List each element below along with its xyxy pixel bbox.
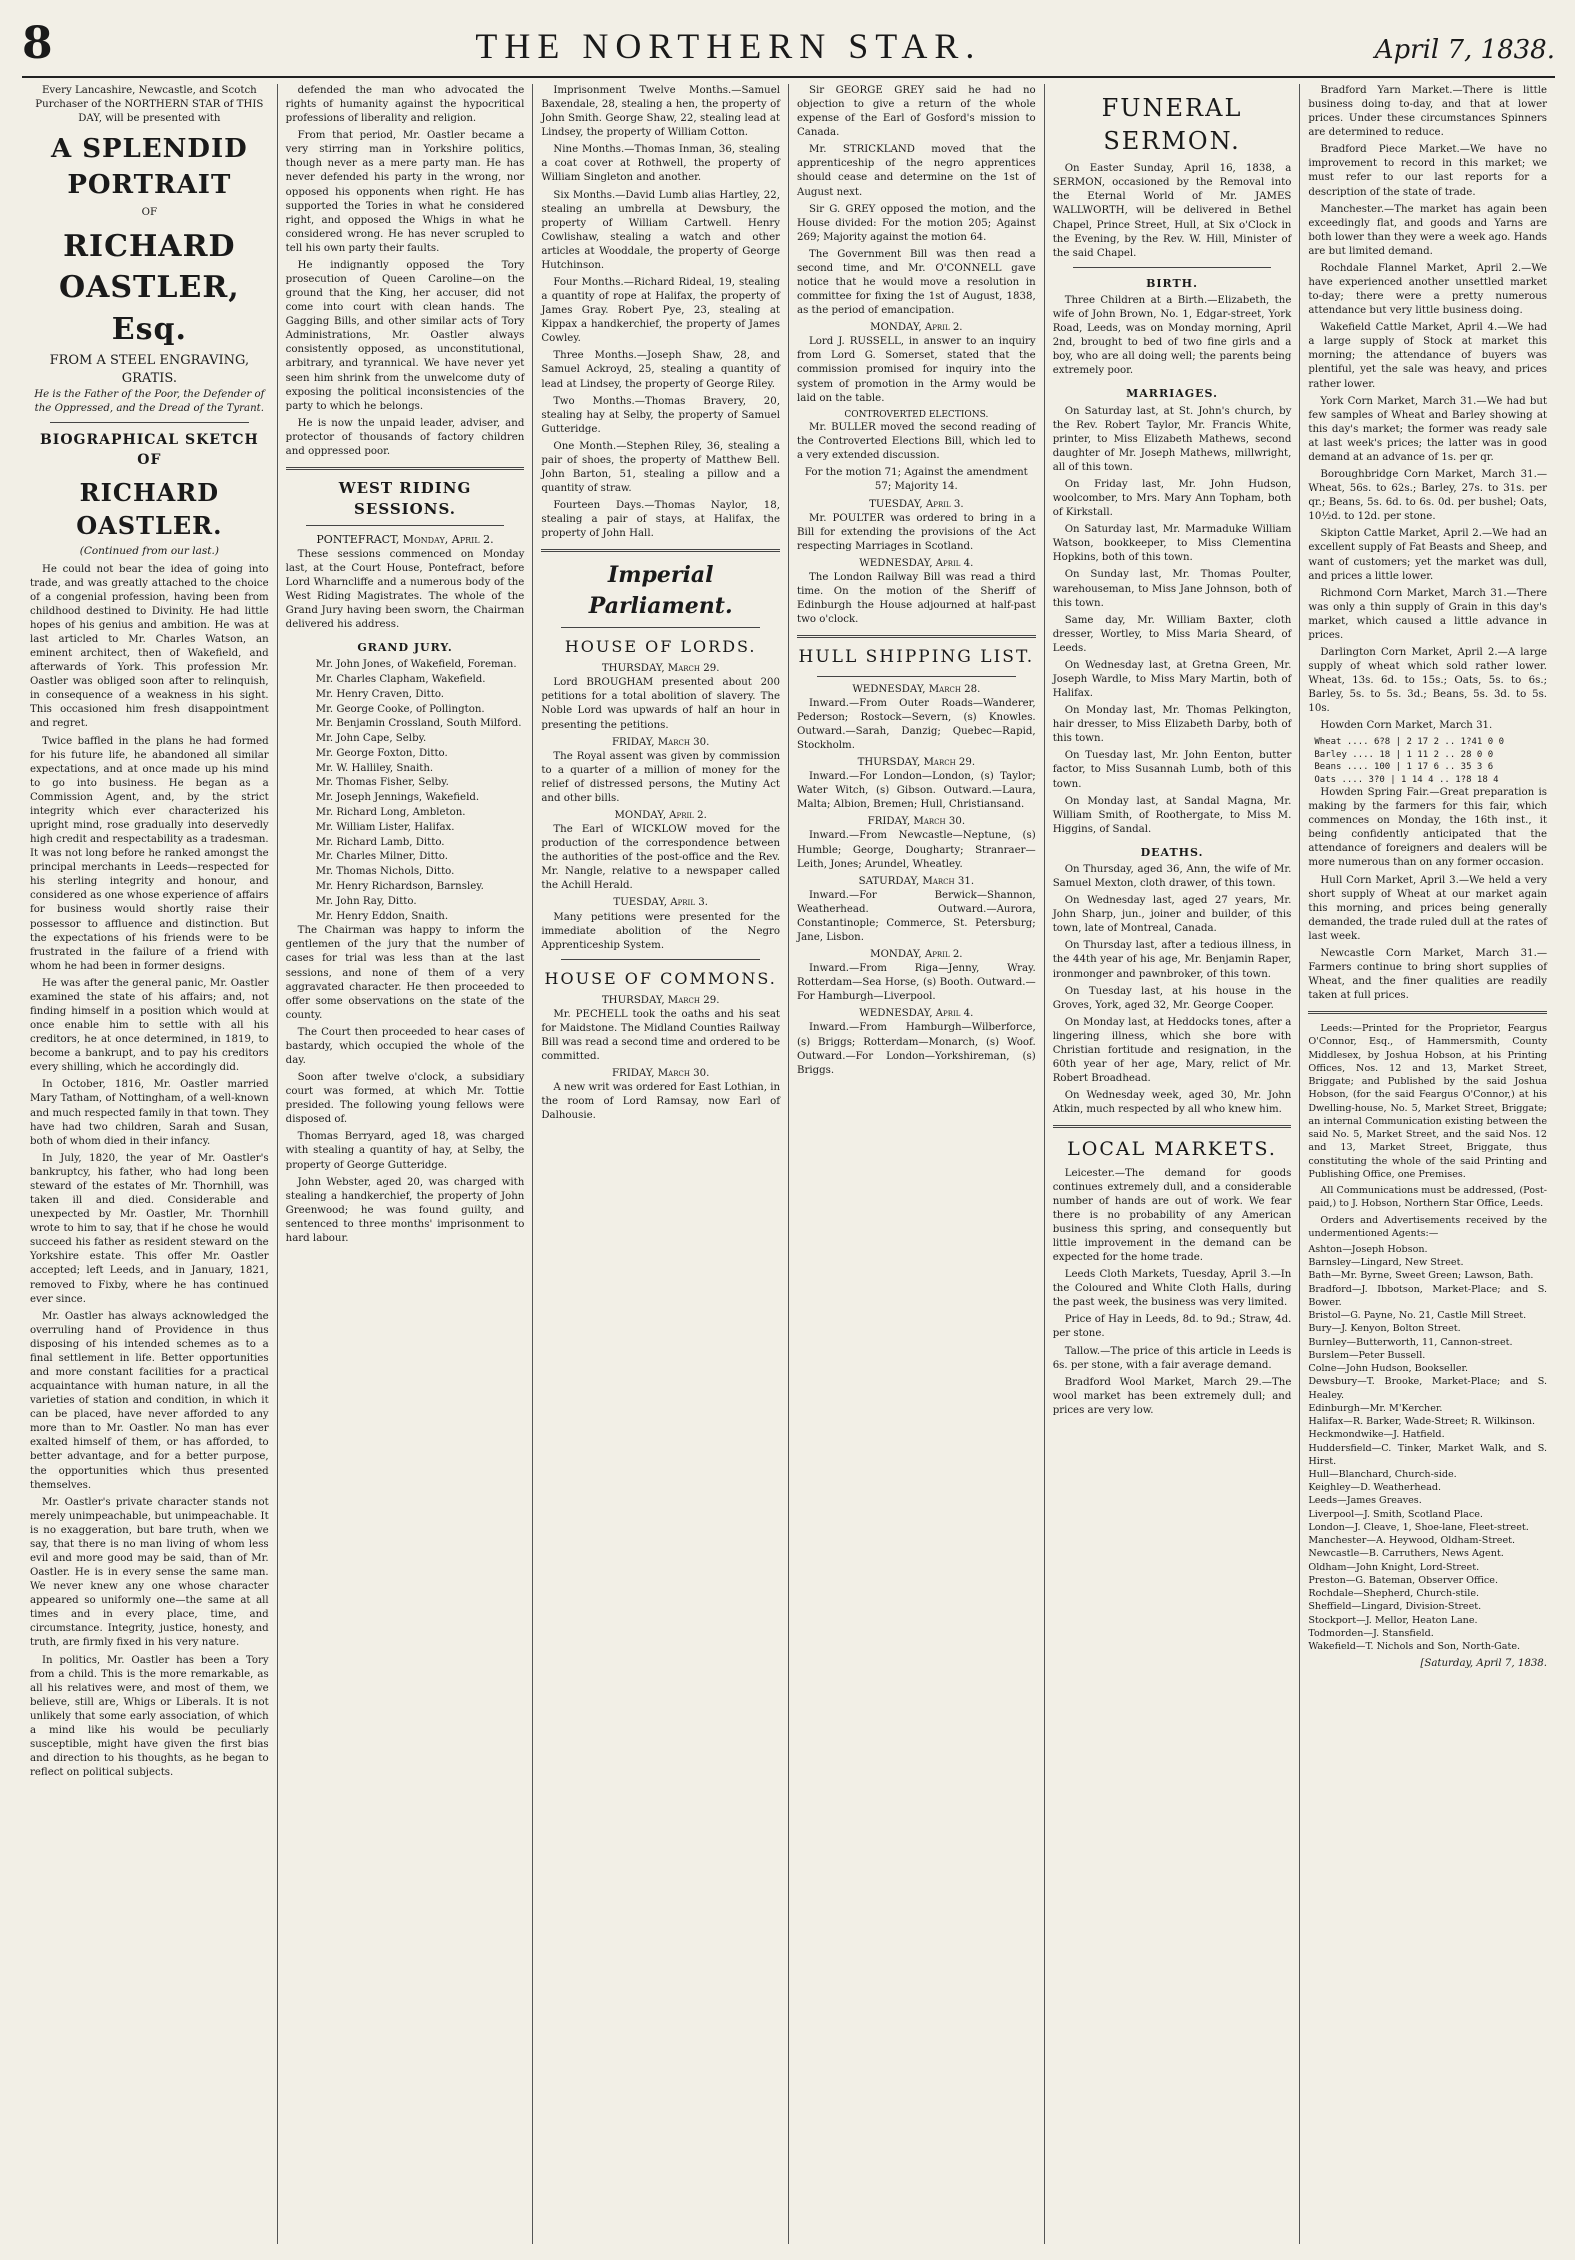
juror: Mr. Henry Richardson, Barnsley. <box>315 880 484 892</box>
bio-paragraph: Mr. Oastler has always acknowledged the overruling hand of Providence in thus disposing of his intended schemes as to a final settlement in life. Better opportunities and more constant facilities for a practical acquaintance with human nature, in all the varieties of station and condition, in which it can be placed, have never afforded to any more than to Mr. Oastler. No man has ever exalted himself of them, or has afforded, to better advantage, and for a better purpose, the opportunities which thus presented themselves. <box>30 1310 269 1491</box>
column-3 <box>533 84 789 2244</box>
market-report: Manchester.—The market has again been exceedingly flat, and goods and Yarns are both lower than they were a week ago. Hands are but limited demand. <box>1308 203 1548 257</box>
footer-date: [Saturday, April 7, 1838. <box>1420 1658 1548 1670</box>
agent-entry: Bradford—J. Ibbotson, Market-Place; and S. Bower. <box>1308 1283 1548 1308</box>
commons-day: TUESDAY, April 3. <box>869 498 964 510</box>
divider <box>50 422 249 423</box>
table-row: Barley .... 18 | 1 11 2 .. 28 0 0 <box>1314 749 1494 760</box>
sentence-paragraph: Three Months.—Joseph Shaw, 28, and Samuel Ackroyd, 25, stealing a quantity of lead at Lindsey, the property of George Riley. <box>541 350 781 390</box>
juror: Mr. Charles Clapham, Wakefield. <box>315 674 486 685</box>
market-report: Wakefield Cattle Market, April 4.—We had a large supply of Stock at market this morning; the attendance of buyers was plentiful, yet the sale was heavy, and prices rather lower. <box>1308 322 1548 390</box>
division-result: For the motion 71; Against the amendment 57; Majority 14. <box>804 467 1028 493</box>
divider <box>306 525 505 526</box>
bio-title: BIOGRAPHICAL SKETCH OF <box>39 432 259 468</box>
juror: Mr. Thomas Nichols, Ditto. <box>315 866 455 878</box>
commons-day: FRIDAY, March 30. <box>611 1068 710 1080</box>
agent-entry: Preston—G. Bateman, Observer Office. <box>1308 1574 1498 1586</box>
trial-paragraph: Soon after twelve o'clock, a subsidiary court was formed, at which Mr. Tottie presided. The following young fellows were disposed of. <box>285 1072 525 1126</box>
sessions-dateline: PONTEFRACT, Monday, April 2. <box>316 533 494 547</box>
shipping-title: HULL SHIPPING LIST. <box>798 647 1035 668</box>
market-report: Richmond Corn Market, March 31.—There was only a thin supply of Grain in this day's market, which caused a little advance in prices. <box>1308 587 1548 641</box>
market-report: Bradford Yarn Market.—There is little business doing to-day, and that at lower prices. Under these circumstances Spinners are determined to reduce. <box>1308 85 1548 139</box>
divider <box>797 635 1036 638</box>
column-5 <box>1045 84 1301 2244</box>
shipping-entry: Inward.—For London—London, (s) Taylor; Water Witch, (s) Gibson. Outward.—Laura, Malta; Albion, Bremen; Hull, Christiansand. <box>797 771 1036 811</box>
juror: Mr. Charles Milner, Ditto. <box>315 851 448 863</box>
market-report: Tallow.—The price of this article in Leeds is 6s. per stone, with a fair average demand. <box>1052 1345 1292 1371</box>
agent-entry: Sheffield—Lingard, Division-Street. <box>1308 1601 1482 1613</box>
debate-paragraph: The Government Bill was then read a second time, and Mr. O'CONNELL gave notice that he would move a resolution in committee for fixing the 1st of August, 1838, as the period of emancipation. <box>797 248 1036 317</box>
agent-entry: Burslem—Peter Bussell. <box>1308 1349 1426 1361</box>
agent-entry: Huddersfield—C. Tinker, Market Walk, and S. Hirst. <box>1308 1442 1548 1467</box>
issue-date: April 7, 1838. <box>1374 35 1555 65</box>
debate-paragraph: Mr. STRICKLAND moved that the apprenticeship of the negro apprentices should cease and determine on the 1st of August next. <box>797 144 1036 198</box>
marriage-entry: On Monday last, at Sandal Magna, Mr. William Smith, of Roothergate, to Miss M. Higgins, of Sandal. <box>1052 795 1292 835</box>
juror: Mr. Joseph Jennings, Wakefield. <box>315 792 480 804</box>
divider <box>1308 1011 1547 1014</box>
newspaper-title: THE NORTHERN STAR. <box>475 26 982 66</box>
commons-day: MONDAY, April 2. <box>870 322 963 334</box>
debate-paragraph: The London Railway Bill was read a third time. On the motion of the Sheriff of Edinburgh the House adjourned at half-past two o'clock. <box>797 571 1036 626</box>
bio-paragraph: Mr. Oastler's private character stands not merely unimpeachable, but unimpeachable. It is no exaggeration, but bare truth, when we say, that there is no man living of whom less evil and more good may be said, than of Mr. Oastler. He is in every sense the same man. We never knew any one whose character appeared so uniformly one—the same at all times and in every place, time, and circumstance. Integrity, justice, honesty, and truth, are firmly fixed in his very nature. <box>30 1496 269 1649</box>
agent-entry: Bristol—G. Payne, No. 21, Castle Mill Street. <box>1308 1310 1527 1322</box>
sentence-paragraph: Fourteen Days.—Thomas Naylor, 18, stealing a pair of stays, at Halifax, the property of John Hall. <box>541 500 781 540</box>
divider <box>817 676 1016 677</box>
agent-entry: Hull—Blanchard, Church-side. <box>1308 1468 1457 1480</box>
agent-entry: Rochdale—Shepherd, Church-stile. <box>1308 1588 1480 1600</box>
agent-entry: Ashton—Joseph Hobson. <box>1308 1243 1428 1255</box>
commons-paragraph: Mr. PECHELL took the oaths and his seat for Maidstone. The Midland Counties Railway Bill was read a second time and ordered to be committed. <box>541 1008 781 1063</box>
lords-day: FRIDAY, March 30. <box>611 736 710 748</box>
portrait-desc: He is the Father of the Poor, the Defender of the Oppressed, and the Dread of the Tyrant. <box>34 389 265 415</box>
marriage-entry: On Saturday last, Mr. Marmaduke William Watson, bookkeeper, to Miss Clementina Hopkins, both of this town. <box>1052 524 1292 564</box>
portrait-of: OF <box>141 206 158 218</box>
debate-paragraph: Sir GEORGE GREY said he had no objection to give a return of the whole expense of the Earl of Gosford's mission to Canada. <box>797 85 1036 139</box>
divider <box>561 959 760 960</box>
agent-entry: London—J. Cleave, 1, Shoe-lane, Fleet-street. <box>1308 1521 1529 1533</box>
agent-entry: Halifax—R. Barker, Wade-Street; R. Wilkinson. <box>1308 1416 1536 1428</box>
bio-paragraph: Twice baffled in the plans he had formed for his future life, he abandoned all similar expectations, and at once made up his mind to go into business. He began as a Commission Agent, and, by the strict integrity which ever characterized his upright mind, rose gradually into deservedly high credit and respectability as a tradesman. It was not long before he ranked amongst the principal merchants in Leeds—respected for his sterling integrity and honour, and considered as one whose experience of affairs for business would shortly raise their possessor to affluence and distinction. But the expectations of his friends were to be frustrated in the failure of a friend with whom he had been in former designs. <box>30 735 269 972</box>
agent-entry: Colne—John Hudson, Bookseller. <box>1308 1363 1469 1375</box>
juror: Mr. Benjamin Crossland, South Milford. <box>315 718 522 730</box>
shipping-entry: Inward.—From Outer Roads—Wanderer, Pederson; Rostock—Severn, (s) Knowles. Outward.—Sarah, Danzig; Quebec—Rapid, Stockholm. <box>797 697 1036 751</box>
sentence-paragraph: Four Months.—Richard Rideal, 19, stealing a quantity of rope at Halifax, the property of James Gray. Robert Pye, 23, stealing at Kippax a handkerchief, the property of James Cowley. <box>541 277 781 345</box>
shipping-day: WEDNESDAY, March 28. <box>852 683 981 695</box>
sentence-paragraph: Nine Months.—Thomas Inman, 36, stealing a coat cover at Rothwell, the property of William Singleton and another. <box>541 144 781 184</box>
sessions-intro: These sessions commenced on Monday last, at the Court House, Pontefract, before Lord Wharncliffe and a numerous body of the West Riding Magistrates. The whole of the Grand Jury having been sworn, the Chairman delivered his address. <box>285 548 525 630</box>
market-report: Hull Corn Market, April 3.—We held a very short supply of Wheat at our market again this morning, and prices being generally demanded, the trade ruled dull at the rates of last week. <box>1308 874 1548 942</box>
lords-date: THURSDAY, March 29. <box>601 663 720 675</box>
parliament-title: Imperial Parliament. <box>588 562 733 619</box>
bio-name: RICHARD OASTLER. <box>76 477 223 540</box>
shipping-day: WEDNESDAY, April 4. <box>859 1008 974 1020</box>
sessions-title: WEST RIDING SESSIONS. <box>338 479 472 518</box>
agent-entry: Bath—Mr. Byrne, Sweet Green; Lawson, Bath. <box>1308 1270 1534 1282</box>
agent-entry: Leeds—James Greaves. <box>1308 1495 1422 1507</box>
marriage-entry: On Tuesday last, Mr. John Eenton, butter factor, to Miss Susannah Lumb, both of this town. <box>1052 750 1292 790</box>
column-6 <box>1300 84 1555 2244</box>
agent-entry: Dewsbury—T. Brooke, Market-Place; and S. Healey. <box>1308 1376 1548 1401</box>
agent-entry: Keighley—D. Weatherhead. <box>1308 1482 1442 1494</box>
local-markets-title: LOCAL MARKETS. <box>1067 1138 1277 1161</box>
death-entry: On Tuesday last, at his house in the Groves, York, aged 32, Mr. George Cooper. <box>1052 985 1292 1011</box>
market-report: Skipton Cattle Market, April 2.—We had an excellent supply of Fat Beasts and Sheep, and want of customers; yet the market was dull, and prices a little lower. <box>1308 528 1548 582</box>
death-entry: On Wednesday week, aged 30, Mr. John Atkin, much respected by all who knew him. <box>1052 1090 1292 1116</box>
market-report: Darlington Corn Market, April 2.—A large supply of wheat which sold rather lower. Wheat, 13s. 6d. to 15s.; Oats, 5s. to 6s.; Barley, 5s. to 5s. 3d.; Beans, 5s. 3d. to 5s. 10s. <box>1308 646 1548 715</box>
divider <box>1053 1125 1292 1128</box>
agent-entry: Oldham—John Knight, Lord-Street. <box>1308 1561 1480 1573</box>
portrait-name: RICHARD OASTLER, Esq. <box>58 229 240 347</box>
sentence-paragraph: Six Months.—David Lumb alias Hartley, 22, stealing an umbrella at Dewsbury, the property of William Cartwell. Henry Cowlishaw, stealing a watch and other articles at Wooddale, the property of George Hutchinson. <box>541 189 781 271</box>
shipping-day: THURSDAY, March 29. <box>857 757 976 769</box>
juror: Mr. Richard Long, Ambleton. <box>315 807 466 819</box>
market-report: York Corn Market, March 31.—We had but few samples of Wheat and Barley showing at this day's market; the former was ready sale at last week's prices; the latter was in good demand at an advance of 1s. per qr. <box>1308 395 1548 463</box>
debate-paragraph: Lord J. RUSSELL, in answer to an inquiry from Lord G. Somerset, stated that the commission promised for inquiry into the system of promotion in the Army would be laid on the table. <box>797 336 1036 404</box>
juror: Mr. W. Halliley, Snaith. <box>315 762 434 774</box>
table-row: Oats .... 3?0 | 1 14 4 .. 1?8 18 4 <box>1314 774 1499 785</box>
sermon-text: On Easter Sunday, April 16, 1838, a SERMON, occasioned by the Removal into the Eternal World of Mr. JAMES WALLWORTH, will be delivered in Bethel Chapel, Prince Street, Hull, at Six o'Clock in the Evening, by the Rev. W. Hill, Minister of the said Chapel. <box>1052 163 1292 259</box>
agent-entry: Newcastle—B. Carruthers, News Agent. <box>1308 1548 1504 1560</box>
juror: Mr. William Lister, Halifax. <box>315 821 455 833</box>
marriage-entry: On Monday last, Mr. Thomas Pelkington, hair dresser, to Miss Elizabeth Darby, both of this town. <box>1052 705 1292 745</box>
portrait-source: FROM A STEEL ENGRAVING, <box>49 353 250 369</box>
deaths-title: DEATHS. <box>1140 845 1204 859</box>
juror: Mr. George Cooke, of Pollington. <box>315 703 485 715</box>
divider <box>1073 267 1272 268</box>
shipping-entry: Inward.—From Riga—Jenny, Wray. Rotterdam—Sea Horse, (s) Booth. Outward.—For Hamburgh—Liverpool. <box>797 963 1036 1003</box>
market-report: Leeds Cloth Markets, Tuesday, April 3.—In the Coloured and White Cloth Halls, during the past week, the business was very limited. <box>1052 1269 1292 1309</box>
juror: Mr. Thomas Fisher, Selby. <box>315 777 449 789</box>
debate-paragraph: Mr. BULLER moved the second reading of the Controverted Elections Bill, which led to a very extended discussion. <box>797 422 1036 462</box>
lords-paragraph: The Royal assent was given by commission to a quarter of a million of money for the relief of distressed persons, the Mutiny Act and other bills. <box>541 750 781 804</box>
controverted-title: CONTROVERTED ELECTIONS. <box>844 409 989 420</box>
juror: Mr. John Cape, Selby. <box>315 733 427 745</box>
agent-entry: Heckmondwike—J. Hatfield. <box>1308 1429 1445 1441</box>
marriage-entry: On Wednesday last, at Gretna Green, Mr. Joseph Wardle, to Miss Mary Martin, both of Halifax. <box>1052 659 1292 700</box>
debate-paragraph: Sir G. GREY opposed the motion, and the House divided: For the motion 205; Against 269; Majority against the motion 64. <box>797 203 1036 243</box>
agent-entry: Liverpool—J. Smith, Scotland Place. <box>1308 1508 1483 1520</box>
bio-paragraph: In October, 1816, Mr. Oastler married Mary Tatham, of Nottingham, of a well-known and much respected family in that town. They have had two children, Sarah and Susan, both of whom died in their infancy. <box>30 1079 269 1147</box>
article-paragraph: He indignantly opposed the Tory prosecution of Queen Caroline—on the ground that the King, her accuser, did not come into court with clean hands. The Gagging Bills, and other similar acts of Tory Administrations, Mr. Oastler always consistently opposed, as unconstitutional, arbitrary, and tyrannical. We have never yet seen him shrink from the unwelcome duty of exposing the political inconsistencies of the party to which he belongs. <box>285 259 525 412</box>
market-report: Rochdale Flannel Market, April 2.—We have experienced another unsettled market to-day; there were a pretty numerous attendance but very little business doing. <box>1308 262 1548 317</box>
shipping-entry: Inward.—For Berwick—Shannon, Weatherhead. Outward.—Aurora, Constantinople; Commerce, St. Petersburg; Jane, Lisbon. <box>797 889 1036 943</box>
column-4 <box>789 84 1045 2244</box>
market-report: Howden Spring Fair.—Great preparation is making by the farmers for this fair, which commences on Monday, the 16th inst., it being confidently anticipated that the attendance of foreigners and dealers will be more numerous than on any former occasion. <box>1308 787 1548 869</box>
lords-day: MONDAY, April 2. <box>614 810 707 821</box>
shipping-day: FRIDAY, March 30. <box>867 816 966 828</box>
jury-list <box>286 658 525 924</box>
bio-continued: (Continued from our last.) <box>79 545 219 558</box>
juror: Mr. Richard Lamb, Ditto. <box>315 836 445 848</box>
commons-day: WEDNESDAY, April 4. <box>859 557 974 569</box>
market-report: Boroughbridge Corn Market, March 31.—Wheat, 56s. to 62s.; Barley, 27s. to 31s. per qr.; Beans, 5s. 6d. to 6s. 0d. per bushel; Oats, 10½d. to 12d. per stone. <box>1308 469 1548 523</box>
table-row: Wheat .... 6?8 | 2 17 2 .. 1?41 0 0 <box>1314 737 1505 748</box>
commons-title: HOUSE OF COMMONS. <box>544 968 777 988</box>
agent-entry: Stockport—J. Mellor, Heaton Lane. <box>1308 1614 1478 1626</box>
trial-paragraph: Thomas Berryard, aged 18, was charged with stealing a quantity of hay, at Selby, the property of George Gutteridge. <box>285 1131 525 1171</box>
shipping-day: MONDAY, April 2. <box>870 949 963 961</box>
lords-day: TUESDAY, April 3. <box>613 897 708 909</box>
lords-paragraph: Many petitions were presented for the immediate abolition of the Negro Apprenticeship System. <box>541 911 781 951</box>
imprint: Leeds:—Printed for the Proprietor, Feargus O'Connor, Esq., of Hammersmith, County Middlesex, by Joshua Hobson, at his Printing Offices, Nos. 12 and 13, Market Street, Briggate; and Published by the said Joshua Hobson, (for the said Feargus O'Connor,) at his Dwelling-house, No. 5, Market Street, Briggate; an internal Communication existing between the said No. 5, Market Street, and the said Nos. 12 and 13, Market Street, Briggate, thus constituting the whole of the said Printing and Publishing Office, one Premises. <box>1308 1023 1548 1180</box>
shipping-entry: Inward.—From Newcastle—Neptune, (s) Humble; George, Dougharty; Stranraer—Leith, Jones; Arundel, Wheatley. <box>797 830 1036 870</box>
agent-entry: Manchester—A. Heywood, Oldham-Street. <box>1308 1535 1516 1547</box>
article-paragraph: From that period, Mr. Oastler became a very stirring man in Yorkshire politics, though never as a mere party man. He has never defended his party in the wrong, nor opposed his opponents when right. He has supported the Tories in what he considered right, and opposed the Whigs in what he considered wrong. He has never scrupled to tell his own party their faults. <box>285 130 525 254</box>
market-report: Price of Hay in Leeds, 8d. to 9d.; Straw, 4d. per stone. <box>1052 1314 1292 1340</box>
column-2 <box>278 84 534 2244</box>
bio-paragraph: He could not bear the idea of going into trade, and was greatly attached to the choice of a congenial profession, having been from childhood destined to Divinity. He had little hopes of his genius and ambition. He was at last articled to Mr. Charles Watson, an eminent architect, then of Wakefield, and afterwards of York. This profession Mr. Oastler was obliged soon after to relinquish, in consequence of a weakness in his sight. This occasioned him fresh disappointment and regret. <box>30 563 269 730</box>
divider <box>561 627 760 628</box>
agent-entry: Burnley—Butterworth, 11, Cannon-street. <box>1308 1336 1513 1348</box>
marriage-entry: On Friday last, Mr. John Hudson, woolcomber, to Mrs. Mary Ann Topham, both of Kirkstall. <box>1052 478 1292 519</box>
agents-list <box>1308 1243 1547 1653</box>
agent-entry: Edinburgh—Mr. M'Kercher. <box>1308 1402 1443 1414</box>
death-entry: On Wednesday last, aged 27 years, Mr. John Sharp, jun., joiner and builder, of this town, late of Montreal, Canada. <box>1052 895 1292 935</box>
jury-title: GRAND JURY. <box>357 641 453 655</box>
article-paragraph: defended the man who advocated the rights of humanity against the hypocritical professions of liberality and religion. <box>285 85 525 125</box>
marriage-entry: On Saturday last, at St. John's church, by the Rev. Robert Taylor, Mr. Francis White, printer, to Miss Elizabeth Mathews, second daughter of Mr. Joseph Mathews, millwright, all of this town. <box>1052 405 1292 473</box>
agent-entry: Barnsley—Lingard, New Street. <box>1308 1257 1464 1269</box>
marriage-entry: On Sunday last, Mr. Thomas Poulter, warehouseman, to Miss Jane Johnson, both of this town. <box>1052 569 1292 609</box>
bio-paragraph: In politics, Mr. Oastler has been a Tory from a child. This is the more remarkable, as all his relatives were, and most of them, we believe, still are, Whigs or Liberals. It is not unlikely that some early association, of which a mind like his would be peculiarly susceptible, might have given the first bias and direction to his thoughts, as he began to reflect on political subjects. <box>30 1654 269 1779</box>
lords-title: HOUSE OF LORDS. <box>564 637 757 657</box>
page-number: 8 <box>22 18 53 69</box>
sermon-title: FUNERAL SERMON. <box>1101 94 1243 156</box>
table-row: Beans .... 100 | 1 17 6 .. 35 3 6 <box>1314 762 1494 773</box>
agent-entry: Todmorden—J. Stansfield. <box>1308 1627 1434 1639</box>
agent-entry: Bury—J. Kenyon, Bolton Street. <box>1308 1323 1461 1335</box>
commons-paragraph: A new writ was ordered for East Lothian, in the room of Lord Ramsay, now Earl of Dalhousie. <box>541 1082 781 1122</box>
market-report: Newcastle Corn Market, March 31.—Farmers continue to bring short supplies of Wheat, and the finer qualities are readily taken at full prices. <box>1308 947 1548 1002</box>
masthead <box>22 18 1555 78</box>
debate-paragraph: Mr. POULTER was ordered to bring in a Bill for extending the provisions of the Act respecting Marriages in Scotland. <box>797 512 1036 552</box>
sentence-paragraph: Two Months.—Thomas Bravery, 20, stealing hay at Selby, the property of Samuel Gutteridge. <box>541 395 781 435</box>
bio-paragraph: He was after the general panic, Mr. Oastler examined the state of his affairs; and, not finding himself in a position which would at once enable him to settle with all his creditors, he at once determined, in 1819, to become a bankrupt, and to pay his creditors every shilling, which he accordingly did. <box>30 977 269 1074</box>
market-report: Bradford Wool Market, March 29.—The wool market has been extremely dull; and prices are very low. <box>1052 1376 1292 1416</box>
shipping-entry: Inward.—From Hamburgh—Wilberforce, (s) Briggs; Rotterdam—Monarch, (s) Woof. Outward.—For London—Yorkshireman, (s) Briggs. <box>797 1022 1036 1076</box>
portrait-title: A SPLENDID PORTRAIT <box>51 134 248 201</box>
death-entry: On Monday last, at Heddocks tones, after a lingering illness, which she bore with Christian fortitude and resignation, in the 60th year of her age, Mary, relict of Mr. Robert Broadhead. <box>1052 1016 1292 1085</box>
juror: Mr. John Ray, Ditto. <box>315 895 417 907</box>
divider <box>541 549 780 552</box>
marriages-title: MARRIAGES. <box>1126 387 1218 401</box>
juror: Mr. Henry Craven, Ditto. <box>315 688 445 700</box>
divider <box>286 467 525 470</box>
agent-entry: Wakefield—T. Nichols and Son, North-Gate. <box>1308 1641 1521 1653</box>
birth-title: BIRTH. <box>1146 276 1198 290</box>
sentence-paragraph: One Month.—Stephen Riley, 36, stealing a pair of shoes, the property of Matthew Bell. John Barton, 51, stealing a pillow and a quantity of straw. <box>541 440 781 495</box>
columns <box>22 84 1555 2244</box>
juror: Mr. George Foxton, Ditto. <box>315 747 448 759</box>
death-entry: On Thursday last, after a tedious illness, in the 44th year of his age, Mr. Benjamin Raper, ironmonger and pawnbroker, of this town. <box>1052 940 1292 980</box>
agents-notice: All Communications must be addressed, (Post-paid,) to J. Hobson, Northern Star Office, Leeds. <box>1308 1185 1548 1210</box>
lords-paragraph: The Earl of WICKLOW moved for the production of the correspondence between the authorities of the post-office and the Rev. Mr. Nangle, relative to a newspaper called the Achill Herald. <box>541 824 781 892</box>
death-entry: On Thursday, aged 36, Ann, the wife of Mr. Samuel Mexton, cloth drawer, of this town. <box>1052 864 1292 890</box>
sentence-paragraph: Imprisonment Twelve Months.—Samuel Baxendale, 28, stealing a hen, the property of John Smith. George Shaw, 22, stealing lead at Lindsey, the property of William Cotton. <box>541 85 781 139</box>
agents-intro: Orders and Advertisements received by the undermentioned Agents:— <box>1308 1214 1548 1239</box>
market-report: Bradford Piece Market.—We have no improvement to record in this market; we must refer to our last reports for a description of the state of trade. <box>1308 144 1548 198</box>
bio-paragraph: In July, 1820, the year of Mr. Oastler's bankruptcy, his father, who had long been steward of the estates of Mr. Thornhill, was taken ill and died. Considerable and unexpected by Mr. Oastler, Mr. Thornhill wrote to him to say, that if he chose he would succeed his father as resident steward on the Yorkshire estate. This offer Mr. Oastler accepted; left Leeds, and in January, 1821, removed to Fixby, where he has continued ever since. <box>30 1152 269 1305</box>
commons-date: THURSDAY, March 29. <box>601 994 720 1006</box>
trial-paragraph: John Webster, aged 20, was charged with stealing a handkerchief, the property of John Greenwood; he was found guilty, and sentenced to three months' imprisonment to hard labour. <box>285 1176 525 1244</box>
portrait-notice: Every Lancashire, Newcastle, and Scotch Purchaser of the NORTHERN STAR of THIS DAY, will be presented with <box>35 85 264 125</box>
juror: Mr. John Jones, of Wakefield, Foreman. <box>315 659 517 671</box>
shipping-day: SATURDAY, March 31. <box>858 875 975 887</box>
howden-table <box>1308 736 1547 786</box>
column-1 <box>22 84 278 2244</box>
article-paragraph: He is now the unpaid leader, adviser, and protector of thousands of factory children and oppressed poor. <box>285 417 525 457</box>
portrait-price: GRATIS. <box>121 371 177 387</box>
marriage-entry: Same day, Mr. William Baxter, cloth dresser, Wortley, to Miss Maria Sheard, of Leeds. <box>1052 614 1292 654</box>
market-report: Leicester.—The demand for goods continues extremely dull, and a considerable number of hands are out of work. We fear there is no probability of any American business this spring, and consequently but little improvement in the demand can be expected for the home trade. <box>1052 1167 1292 1264</box>
trial-paragraph: The Chairman was happy to inform the gentlemen of the jury that the number of cases for trial was less than at the last sessions, and none of them of a very aggravated character. He then proceeded to offer some observations on the state of the county. <box>285 925 525 1021</box>
trial-paragraph: The Court then proceeded to hear cases of bastardy, which occupied the whole of the day. <box>285 1026 525 1066</box>
lords-paragraph: Lord BROUGHAM presented about 200 petitions for a total abolition of slavery. The Noble Lord was upwards of half an hour in presenting the petitions. <box>541 677 781 731</box>
juror: Mr. Henry Eddon, Snaith. <box>315 910 449 922</box>
birth-text: Three Children at a Birth.—Elizabeth, the wife of John Brown, No. 1, Edgar-street, York Road, Leeds, was on Monday morning, April 2nd, brought to bed of two fine girls and a boy, who are all doing well; the parents being extremely poor. <box>1052 294 1292 377</box>
market-report: Howden Corn Market, March 31. <box>1320 720 1493 732</box>
